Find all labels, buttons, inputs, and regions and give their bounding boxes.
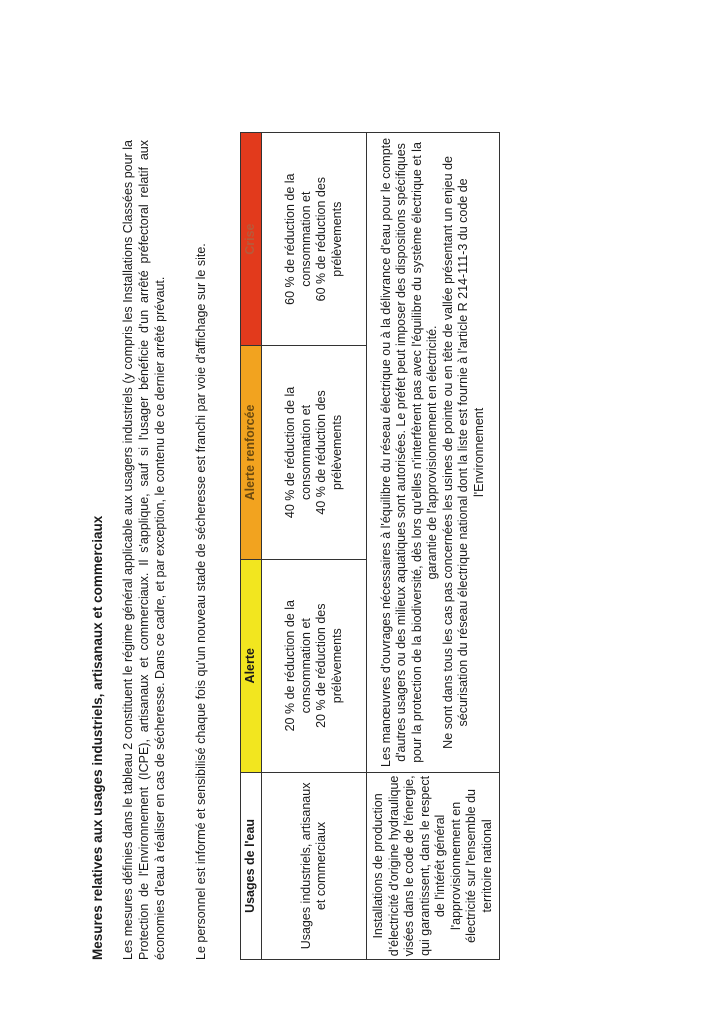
section-heading: Mesures relatives aux usages industriels, artisanaux et commerciaux [90,515,105,960]
cell-usage-industriels: Usages industriels, artisanaux et commerciaux [262,772,367,959]
crise-line-1: 60 % de réduction de la consommation et [283,173,313,305]
renforcee-line-1: 40 % de réduction de la consommation et [283,386,313,519]
table-row [367,133,500,960]
cell-hydraulique-measures [367,133,500,773]
rotated-document-page [90,80,530,960]
cell-alerte-renforcee [262,346,367,559]
alerte-line-1: 20 % de réduction de la consommation et [283,600,313,732]
hydraulique-text-2: Ne sont dans tous les cas pas concernées les usines de pointe ou en tête de vallée présentant un enjeu de sécurisation du réseau électrique national dont la liste est fournie à l'article R 214-111-3 du code de l'Environnement [440,156,486,749]
header-usages: Usages de l'eau [241,772,262,959]
measures-table [240,132,500,960]
renforcee-line-2: 40 % de réduction des prélèvements [314,390,344,515]
cell-crise [262,133,367,346]
header-crise: Crise [241,133,262,346]
intro-paragraph: Les mesures définies dans le tableau 2 constituent le régime général applicable aux usagers industriels (y compris les Installations Classées pour la Protection de l'Environnement (ICPE), artisanaux et commerciaux. Il s'applique, sauf si l'usager bénéficie d'un arrêté préfectoral relatif aux économies d'eau à réaliser en cas de sécheresse. Dans ce cadre, et par exception, le contenu de ce dernier arrêté prévaut. [121,140,168,960]
header-alerte-renforcee: Alerte renforcée [241,346,262,559]
hydraulique-text-1: Les manœuvres d'ouvrages nécessaires à l'équilibre du réseau électrique ou à la délivrance d'eau pour le compte d'autres usagers ou des milieux aquatiques sont autorisées. Le préfet peut imposer des dispositions spécifiques pour la protection de la biodiversité, dès lors qu'elles n'interfèrent pas avec l'équilibre du système électrique et la garantie de l'approvisionnement en électricité. [378,137,440,767]
header-alerte: Alerte [241,559,262,772]
cell-usage-hydraulique: Installations de production d'électricité d'origine hydraulique visées dans le code de l'énergie, qui garantissent, dans le respect de l'intérêt général l'approvisionnement en électricité sur l'ensemble du territoire national [367,772,500,959]
cell-alerte [262,559,367,772]
alerte-line-2: 20 % de réduction des prélèvements [314,603,344,728]
notice-paragraph: Le personnel est informé et sensibilisé chaque fois qu'un nouveau stade de sécheresse est franchi par voie d'affichage sur le site. [194,243,208,960]
table-row [262,133,367,960]
crise-line-2: 60 % de réduction des prélèvements [314,176,344,302]
table-header-row [241,133,262,960]
